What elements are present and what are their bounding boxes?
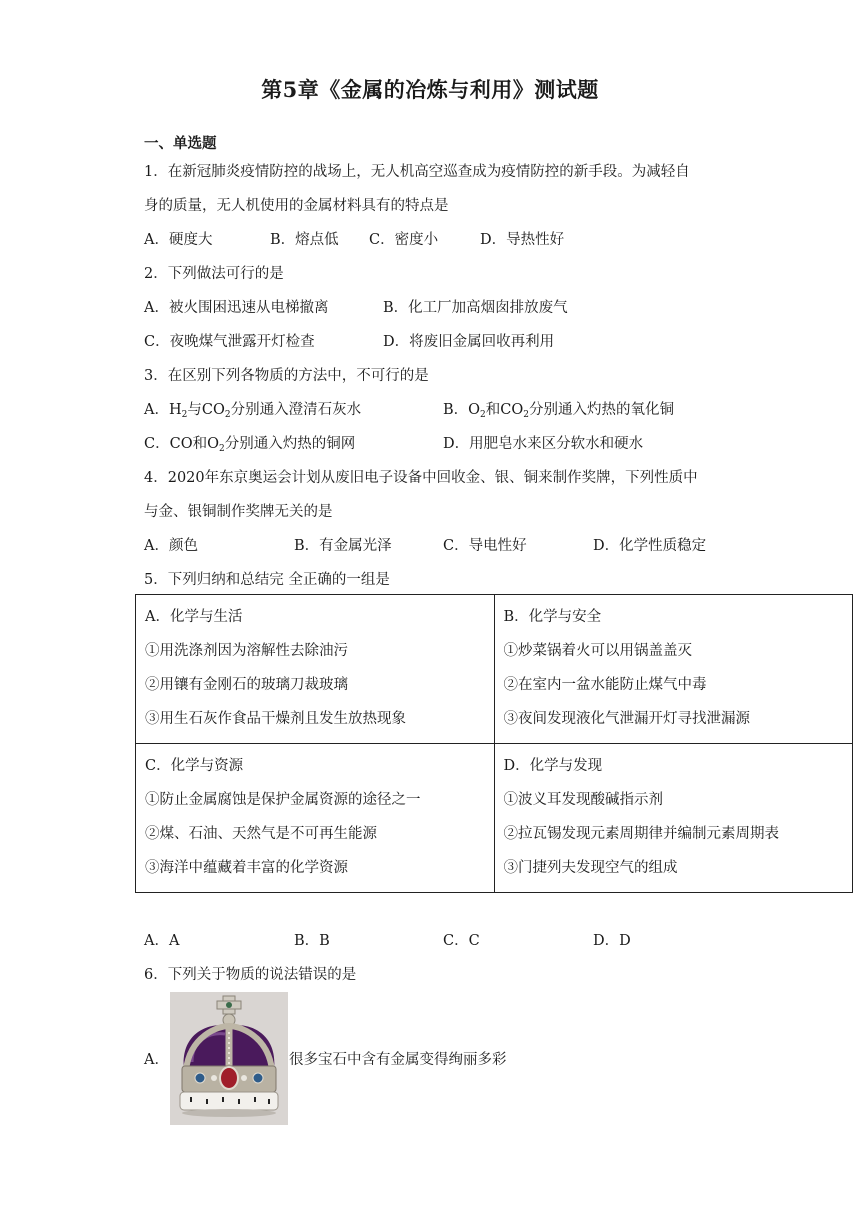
q5-cell-c-item: ②煤、石油、天然气是不可再生能源: [145, 826, 377, 842]
q3-option-c: C．CO和$O_2$分别通入灼热的铜网: [144, 436, 356, 454]
q1-option-c: C．密度小: [369, 232, 439, 248]
q5-cell-b-item: ③夜间发现液化气泄漏开灯寻找泄漏源: [503, 711, 750, 727]
q6-option-a-label: A．: [144, 1052, 169, 1068]
q5-cell-d-item: ③门捷列夫发现空气的组成: [503, 860, 678, 876]
q5-option-d: D．D: [593, 933, 631, 949]
q5-option-a: A．A: [144, 933, 180, 949]
page-title: 第5章《金属的冶炼与利用》测试题: [261, 77, 599, 102]
q3-option-d: D．用肥皂水来区分软水和硬水: [443, 436, 644, 452]
q5-cell-b-heading: B．化学与安全: [503, 609, 602, 625]
q5-stem: 5．下列归纳和总结完 全正确的一组是: [144, 572, 390, 588]
q5-cell-d-item: ②拉瓦锡发现元素周期律并编制元素周期表: [503, 826, 779, 842]
q5-cell-d-item: ①波义耳发现酸碱指示剂: [503, 792, 663, 808]
q5-cell-b: [494, 595, 853, 744]
section-heading: 一、单选题: [144, 135, 217, 152]
crown-image: [170, 992, 288, 1125]
q5-cell-b-item: ①炒菜锅着火可以用锅盖盖灭: [503, 643, 692, 659]
q5-cell-c-heading: C．化学与资源: [145, 758, 244, 774]
q6-option-a-text: 很多宝石中含有金属变得绚丽多彩: [289, 1052, 507, 1068]
q3-stem: 3．在区别下列各物质的方法中，不可行的是: [144, 368, 429, 384]
q4-stem-line2: 与金、银铜制作奖牌无关的是: [144, 504, 333, 520]
q4-stem-line1: 4．2020年东京奥运会计划从废旧电子设备中回收金、银、铜来制作奖牌，下列性质中: [144, 470, 698, 486]
q4-option-c: C．导电性好: [443, 538, 527, 554]
q4-option-b: B．有金属光泽: [294, 538, 392, 554]
q1-stem-line1: 1．在新冠肺炎疫情防控的战场上，无人机高空巡查成为疫情防控的新手段。为减轻自: [144, 164, 690, 180]
q5-cell-c-item: ①防止金属腐蚀是保护金属资源的途径之一: [145, 792, 421, 808]
q5-cell-a: [136, 595, 495, 744]
q5-cell-a-item: ②用镶有金刚石的玻璃刀裁玻璃: [145, 677, 348, 693]
q2-stem: 2．下列做法可行的是: [144, 266, 284, 282]
q3-option-b: B．$O_2$和$CO_2$分别通入灼热的氧化铜: [443, 402, 674, 420]
q5-cell-a-item: ①用洗涤剂因为溶解性去除油污: [145, 643, 348, 659]
q1-option-d: D．导热性好: [480, 232, 565, 248]
q2-option-b: B．化工厂加高烟囱排放废气: [383, 300, 568, 316]
q6-stem: 6．下列关于物质的说法错误的是: [144, 967, 357, 983]
q4-option-a: A．颜色: [144, 538, 198, 554]
q3-option-a: A．$H_2$与$CO_2$分别通入澄清石灰水: [144, 402, 362, 420]
q5-option-c: C．C: [443, 933, 480, 949]
q2-option-c: C．夜晚煤气泄露开灯检查: [144, 334, 315, 350]
q5-cell-c-item: ③海洋中蕴藏着丰富的化学资源: [145, 860, 348, 876]
q5-cell-a-heading: A．化学与生活: [145, 609, 243, 625]
q5-cell-a-item: ③用生石灰作食品干燥剂且发生放热现象: [145, 711, 406, 727]
q5-summary-table: [135, 594, 853, 893]
q5-option-b: B．B: [294, 933, 330, 949]
q2-option-d: D．将废旧金属回收再利用: [383, 334, 555, 350]
q2-option-a: A．被火围困迅速从电梯撤离: [144, 300, 329, 316]
q5-cell-c: [136, 744, 495, 893]
q1-option-b: B．熔点低: [270, 232, 339, 248]
q4-option-d: D．化学性质稳定: [593, 538, 707, 554]
q5-cell-d-heading: D．化学与发现: [503, 758, 603, 774]
q5-cell-d: [494, 744, 853, 893]
q1-option-a: A．硬度大: [144, 232, 213, 248]
q5-cell-b-item: ②在室内一盆水能防止煤气中毒: [503, 677, 707, 693]
crown-illustration: [170, 992, 288, 1125]
q1-stem-line2: 身的质量，无人机使用的金属材料具有的特点是: [144, 198, 449, 214]
